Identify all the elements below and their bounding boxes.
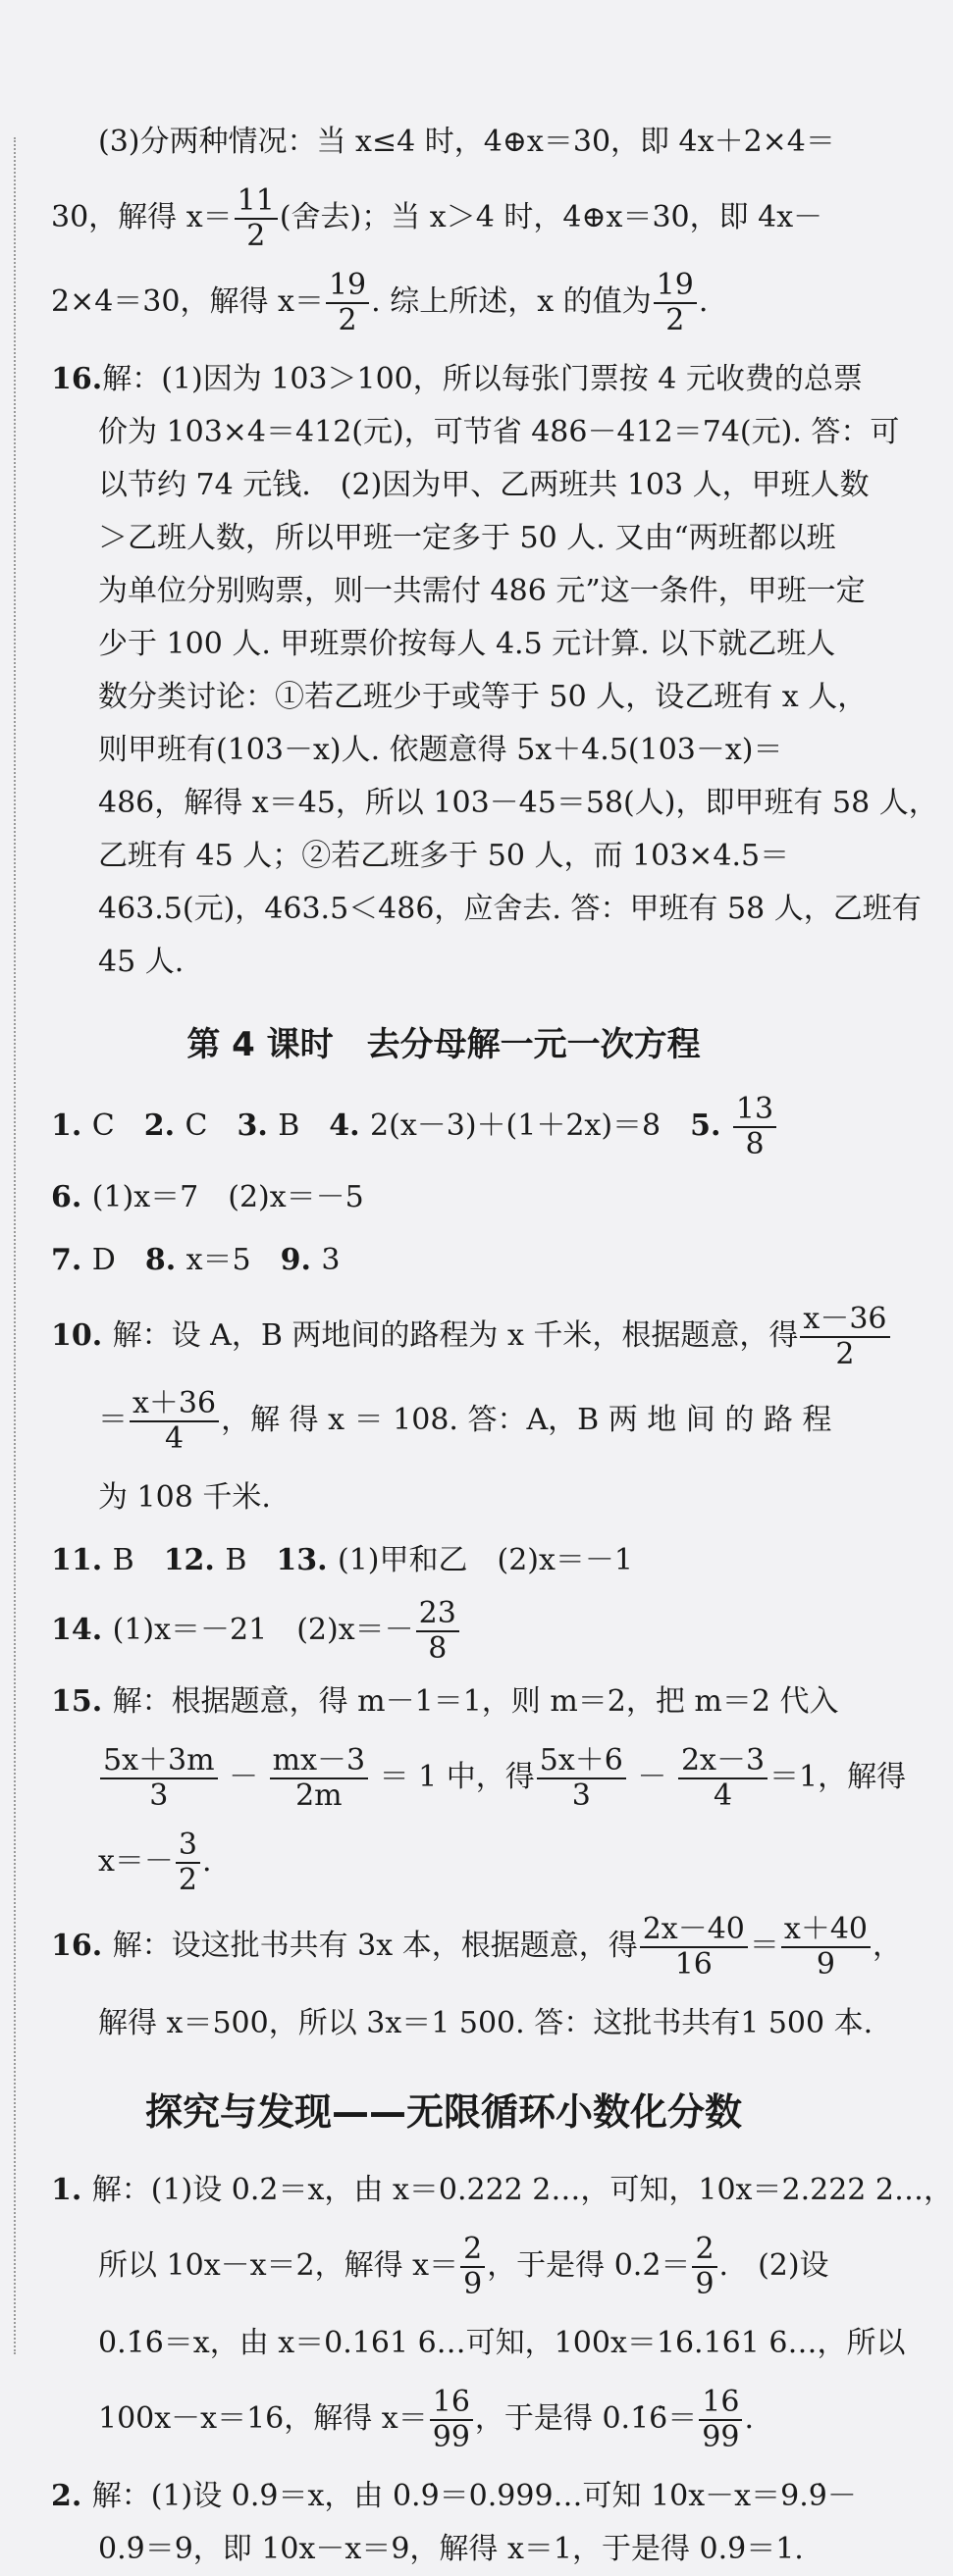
answer-content	[51, 116, 953, 2576]
question-15: 15. 解：根据题意，得 m－1＝1，则 m＝2，把 m＝2 代入 $\frac{5x+3m}{3}$ － $\frac{mx-3}{2m}$ ＝ 1 中，得 $\frac{5x+6}{3}$ － $\frac{2x-3}{4}$ ＝1，解得 x＝－ $\frac{3}{2}$ .	[51, 1684, 907, 1897]
q16-line: 486，解得 x＝45，所以 103－45＝58(人)，即甲班有 58 人，	[98, 786, 938, 820]
q16-line: ＞乙班人数，所以甲班一定多于 50 人. 又由“两班都以班	[98, 521, 836, 555]
answers-11-13: 11. B 12. B 13. (1)甲和乙 (2)x＝－1	[51, 1543, 634, 1577]
fraction: $\frac{2x-40}{16}$	[640, 1913, 748, 1982]
answers-1-5: 1. C 2. C 3. B 4. 2(x－3)＋(1＋2x)＝8 5. $\frac{13}{8}$	[51, 1093, 836, 1161]
fraction: $\frac{23}{8}$	[416, 1597, 459, 1666]
section-title-lesson-4: 第 4 课时 去分母解一元一次方程	[186, 1025, 701, 1064]
fraction: $\frac{11}{2}$	[235, 184, 278, 253]
part3-line-3: 2×4＝30，解得 x＝ $\frac{19}{2}$ . 综上所述，x 的值为 $\frac{19}{2}$ .	[51, 268, 709, 337]
explore-question-2: 2. 解：(1)设 0.9̇＝x，由 0.9̇＝0.999…可知 10x－x＝9.9̇－ 0.9̇＝9，即 10x－x＝9，解得 x＝1，于是得 0.9̇＝1.	[51, 2479, 857, 2566]
fraction: $\frac{5x+6}{3}$	[537, 1744, 626, 1813]
fraction: $\frac{2}{9}$	[692, 2233, 716, 2301]
answer-14: 14. (1)x＝－21 (2)x＝－ $\frac{23}{8}$	[51, 1597, 836, 1666]
question-16-books: 16. 解：设这批书共有 3x 本，根据题意，得 $\frac{2x-40}{16}$ ＝ $\frac{x+40}{9}$ ， 解得 x＝500，所以 3x＝1 500. 答：这批书共有1 500 本.	[51, 1912, 902, 2040]
fraction: $\frac{x+40}{9}$	[781, 1913, 871, 1982]
question-16-ticket	[51, 353, 938, 989]
answers-7-9: 7. D 8. x＝5 9. 3	[51, 1243, 341, 1277]
binding-margin-line	[14, 137, 16, 2354]
q16-line: 乙班有 45 人；②若乙班多于 50 人，而 103×4.5＝	[98, 839, 790, 873]
answer-6: 6. (1)x＝7 (2)x＝－5	[51, 1180, 364, 1214]
fraction: $\frac{19}{2}$	[654, 269, 697, 337]
fraction: $\frac{3}{2}$	[176, 1829, 200, 1897]
q16-line: 16.解：(1)因为 103＞100，所以每张门票按 4 元收费的总票	[51, 362, 863, 396]
q16-line: 45 人.	[98, 945, 185, 979]
fraction: $\frac{16}{99}$	[699, 2386, 742, 2454]
fraction: $\frac{x-36}{2}$	[800, 1303, 889, 1371]
q16-line: 数分类讨论：①若乙班少于或等于 50 人，设乙班有 x 人，	[98, 680, 868, 714]
q16-line: 463.5(元)，463.5＜486，应舍去. 答：甲班有 58 人，乙班有	[98, 892, 922, 926]
explore-question-1: 1. 解：(1)设 0.2̇＝x，由 x＝0.222 2…，可知，10x＝2.222 2…， 所以 10x－x＝2，解得 x＝ $\frac{2}{9}$ ，于是得 0.2̇＝ $\frac{2}{9}$ . (2)设 0.1̇6̇＝x，由 x＝0.161 6…可知，100x＝16.161 6…，所以 100x－x＝16，解得 x＝ $\frac{16}{99}$ ，于是得 0.1̇6̇＝ $\frac{16}{99}$ .	[51, 2173, 953, 2454]
fraction: $\frac{5x+3m}{3}$	[100, 1744, 218, 1813]
question-10: 10. 解：设 A，B 两地间的路程为 x 千米，根据题意，得 $\frac{x-36}{2}$ ＝ $\frac{x+36}{4}$ ，解 得 x ＝ 108. 答：A，B 两 地 间 的 路 程 为 108 千米.	[51, 1303, 836, 1524]
section-title-explore: 探究与发现——无限循环小数化分数	[144, 2090, 742, 2134]
fraction: $\frac{2}{9}$	[460, 2233, 485, 2301]
fraction: $\frac{2x-3}{4}$	[678, 1744, 768, 1813]
fraction: $\frac{13}{8}$	[733, 1093, 776, 1161]
q16-line: 为单位分别购票，则一共需付 486 元”这一条件，甲班一定	[98, 574, 866, 608]
fraction: $\frac{19}{2}$	[326, 269, 369, 337]
fraction: $\frac{16}{99}$	[430, 2386, 473, 2454]
q16-line: 则甲班有(103－x)人. 依题意得 5x＋4.5(103－x)＝	[98, 733, 783, 767]
fraction: $\frac{mx-3}{2m}$	[270, 1744, 368, 1813]
part3-line-1: (3)分两种情况：当 x≤4 时，4⊕x＝30，即 4x＋2×4＝	[98, 125, 835, 159]
part3-line-2: 30，解得 x＝ $\frac{11}{2}$ (舍去)；当 x＞4 时，4⊕x＝30，即 4x－	[51, 183, 823, 253]
q16-line: 以节约 74 元钱. (2)因为甲、乙两班共 103 人，甲班人数	[98, 468, 870, 502]
fraction: $\frac{x+36}{4}$	[130, 1387, 219, 1456]
q16-line: 少于 100 人. 甲班票价按每人 4.5 元计算. 以下就乙班人	[98, 627, 836, 661]
q16-line: 价为 103×4＝412(元)，可节省 486－412＝74(元). 答：可	[98, 415, 900, 449]
